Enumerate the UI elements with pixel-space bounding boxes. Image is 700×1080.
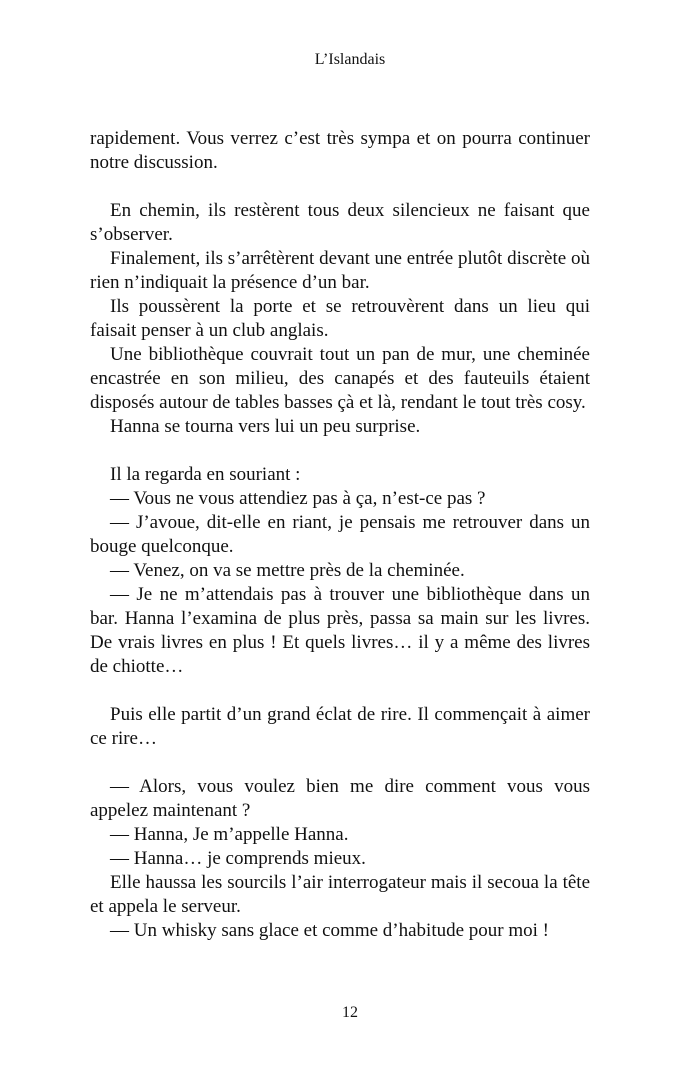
paragraph: Puis elle partit d’un grand éclat de rire. Il commençait à aimer ce rire…	[90, 704, 590, 749]
body-text	[90, 127, 590, 943]
paragraph: Une bibliothèque couvrait tout un pan de mur, une cheminée encastrée en son milieu, des canapés et des fauteuils étaient disposés autour de tables basses çà et là, rendant le tout très cosy.	[90, 344, 590, 413]
paragraph: Il la regarda en souriant :	[110, 464, 301, 485]
paragraph: Ils poussèrent la porte et se retrouvèrent dans un lieu qui faisait penser à un club anglais.	[90, 296, 590, 341]
dialogue-line: — J’avoue, dit-elle en riant, je pensais me retrouver dans un bouge quelconque.	[90, 512, 590, 557]
dialogue-line: — Un whisky sans glace et comme d’habitude pour moi !	[110, 920, 550, 941]
dialogue-line: — Vous ne vous attendiez pas à ça, n’est-ce pas ?	[110, 488, 486, 509]
paragraph: rapidement. Vous verrez c’est très sympa et on pourra continuer notre discussion.	[90, 128, 590, 173]
dialogue-line: — Venez, on va se mettre près de la cheminée.	[110, 560, 465, 581]
dialogue-line: — Hanna… je comprends mieux.	[110, 848, 366, 869]
paragraph: Hanna se tourna vers lui un peu surprise.	[110, 416, 421, 437]
running-header: L’Islandais	[314, 51, 386, 68]
page-number: 12	[342, 1004, 358, 1021]
dialogue-line: — Je ne m’attendais pas à trouver une bibliothèque dans un bar. Hanna l’examina de plus près, passa sa main sur les livres. De vrais livres en plus ! Et quels livres… il y a même des livres de chiotte…	[90, 584, 590, 677]
paragraph: Elle haussa les sourcils l’air interrogateur mais il secoua la tête et appela le serveur.	[90, 872, 590, 917]
dialogue-line: — Hanna, Je m’appelle Hanna.	[110, 824, 349, 845]
paragraph: Finalement, ils s’arrêtèrent devant une entrée plutôt discrète où rien n’indiquait la présence d’un bar.	[90, 248, 590, 293]
dialogue-line: — Alors, vous voulez bien me dire comment vous vous appelez maintenant ?	[90, 776, 590, 821]
paragraph: En chemin, ils restèrent tous deux silencieux ne faisant que s’observer.	[90, 200, 590, 245]
